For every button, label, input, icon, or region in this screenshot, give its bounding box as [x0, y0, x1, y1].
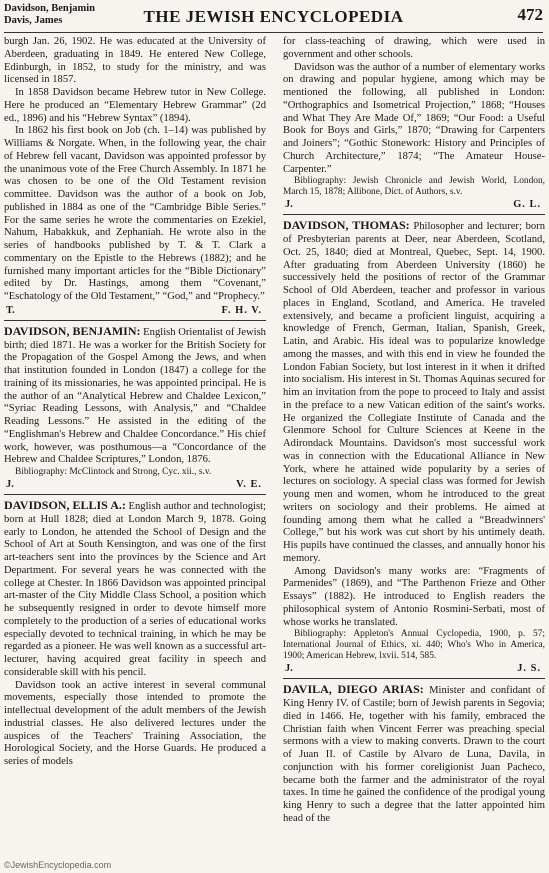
bibliography: Bibliography: McClintock and Strong, Cyc. xii., s.v. — [15, 467, 212, 477]
page-header — [4, 2, 543, 33]
entry-headword: DAVIDSON, THOMAS: — [283, 218, 410, 233]
author-signature — [4, 478, 266, 491]
entry-diego-davila — [283, 683, 545, 825]
body-paragraph: In 1862 his first book on Job (ch. 1–14) was published by Williams & Norgate. When, in the following year, the chair of Hebrew fell vacant, Davidson was appointed professor by the unanimous vote of the Free Church Assembly. In 1871 he was chosen to be one of the Old Testament revision committee. Davidson was the author of a book on Job, published in 1884 as one of the “Cambridge Bible Series.” For the same series he wrote the commentaries on Ezekiel, Nahum, Habakkuk, and Zephaniah. He wrote also in the series of handbooks published by T. & T. Clark a commentary on the Epistle to the Hebrews (1882); and he furnished many important articles for the “Bible Dictionary” edited by Dr. Hastings, among them “Covenant,” “Eschatology of the Old Testament,” “God,” and “Prophecy.” — [4, 125, 266, 302]
right-column — [283, 36, 545, 826]
author-signature — [283, 662, 545, 675]
entry-headword: DAVIDSON, BENJAMIN: — [4, 323, 141, 338]
signature-author: G. L. — [513, 199, 541, 211]
entry-headword: DAVIDSON, ELLIS A.: — [4, 498, 126, 512]
entry-thomas-davidson — [283, 219, 545, 565]
entry-ellis-davidson — [4, 499, 266, 680]
bibliography: Bibliography: Appleton's Annual Cyclopedia, 1900, p. 57; International Journal of Ethics, xi. 440; Who's Who in America, 1900; American Hebrew, lxvii. 514, 585. — [283, 629, 545, 662]
body-paragraph: Davidson was the author of a number of elementary works on drawing and popular hygiene, among which may be mentioned the following, all published in London: “Orthographics and Isometrical Projection,” 1868; “Houses and What They Are Made Of,” 1869; “Our Food: a Useful Book for Boys and Girls,” 1870; “Drawing for Carpenters and Joiners”; “Gothic Stonework: History and Principles of Church Architecture,” 1874; “The Amateur House-Carpenter.” — [283, 61, 545, 175]
signature-author: J. S. — [517, 663, 541, 675]
entry-text: English author and technologist; born at Hull 1828; died at London March 9, 1878. Going early to London, he attended the School of Design and the School of Art at South Kensington, and was one of the first art-teachers sent into the provinces by the Science and Art Department. For several years he was connected with the college at Chester. In 1866 Davidson was appointed principal art-master of the City Middle Class School, a position which he subsequently resigned in order to devote himself more completely to the production of a series of educational works especially devoted to technical training, in which he may be regarded as a pioneer. He was well known as a successful art-lecturer, having acquired great facility in speech and considerable skill with his pencil. — [4, 501, 266, 678]
signature-initial: J. — [285, 663, 293, 675]
entry-divider — [283, 678, 545, 679]
running-head-first-entry: Davidson, Benjamin — [4, 3, 96, 14]
signature-initial: J. — [285, 199, 293, 211]
signature-author: V. E. — [236, 479, 262, 490]
entry-headword: DAVILA, DIEGO ARIAS: — [283, 682, 424, 697]
page-number: 472 — [517, 5, 543, 24]
running-head-last-entry: Davis, James — [4, 15, 63, 26]
entry-text: Minister and confidant of King Henry IV. of Castile; born of Jewish parents in Segovia; died in 1466. He, together with his family, embraced the Christian faith when Vincent Ferrer was preaching special sermons with a view to making converts. Drawn to the court of Juan II. of Castile by Alvaro de Luna, Davila, in conjunction with his former coreligionist Juan Pacheco, became both the farmer and the administrator of the royal taxes. In time he gained the confidence of the prodigal young king Henry to such a degree that the latter appointed him head of the — [283, 685, 545, 824]
author-signature — [4, 304, 266, 317]
continued-paragraph: burgh Jan. 26, 1902. He was educated at the University of Aberdeen, graduating in 1849. He entered New College, Edinburgh, in 1852, to study for the ministry, and was licensed in 1857. — [4, 36, 266, 86]
bibliography: Bibliography: Jewish Chronicle and Jewish World, London, March 15, 1878; Allibone, Dict. of Authors, s.v. — [283, 176, 545, 198]
publication-title: THE JEWISH ENCYCLOPEDIA — [143, 7, 404, 26]
entry-divider — [283, 214, 545, 215]
entry-divider — [4, 320, 266, 321]
signature-initial: J. — [6, 479, 14, 490]
author-signature — [283, 198, 545, 211]
continued-paragraph: for class-teaching of drawing, which were used in government and other schools. — [283, 36, 545, 60]
body-paragraph: Among Davidson's many works are: “Fragments of Parmenides” (1869), and “The Parthenon Frieze and Other Essays” (1882). He introduced to English readers the philosophical system of Antonio Rosmini-Serbati, most of whose works he translated. — [283, 565, 545, 628]
copyright-footer: ©JewishEncyclopedia.com — [4, 860, 112, 870]
body-paragraph: In 1858 Davidson became Hebrew tutor in New College. Here he produced an “Elementary Hebrew Grammar” (2d ed., 1896) and his “Hebrew Syntax” (1894). — [4, 87, 266, 124]
left-column — [4, 36, 266, 769]
entry-benjamin-davidson — [4, 325, 266, 467]
entry-text: Philosopher and lecturer; born of Presbyterian parents at Deer, near Aberdeen, Scotland, Oct. 25, 1840; died at Montreal, Quebec, Sept. 14, 1900. After graduating from Aberdeen University (1860) he successively held the positions of rector of the Grammar School of Old Aberdeen, teacher and professor in various places in England, Scotland, and America. He traveled extensively, and became a proficient linguist, acquiring a knowledge of French, German, Italian, Spanish, Greek, Latin, and Arabic. His ideal was to popularize knowledge among the masses, and with this end in view he founded the London Fabian Society, but lost interest in it when it drifted into socialism. His interest in St. Thomas Aquinas secured for him an invitation from the pope to proceed to Italy and assist in the preface to a new Vatican edition of the saint's works. He organized the Collegiate Institute of Canada and the Glenmore School for Culture Sciences at Keene in the Adirondack Mountains. Davidson's most successful work was in connection with the Educational Alliance in New York, where he attained wide popularity by a series of lectures on sociology. A special class was formed for Jewish young men and women, whom he introduced to the great writers on sociology and their problems. He aimed at founding among them what he called a “Breadwinners' College,” but his work was cut short by his untimely death. His pupils have continued the classes, and annually honor his memory. — [283, 221, 545, 564]
signature-author: F. H. V. — [221, 304, 262, 316]
body-paragraph: Davidson took an active interest in several communal movements, especially those intended to promote the intellectual development of the adult members of the Jewish industrial classes. He also delivered lectures under the auspices of the Teachers' Training Association, the Horological Society, and the Horse Guards. He produced a series of models — [4, 679, 266, 767]
entry-divider — [4, 494, 266, 495]
signature-initial: T. — [6, 304, 15, 316]
entry-text: English Orientalist of Jewish birth; died 1871. He was a worker for the British Society for the Propagation of the Gospel Among the Jews, and when that institution founded in London (1847) a college for the training of its missionaries, he was appointed principal. He is the author of an “Analytical Hebrew and Chaldee Lexicon,” “Syriac Reading Lessons, with Analysis,” and “Chaldee Reading Lessons.” He assisted in the editing of the “Englishman's Hebrew and Chaldee Concordance.” His chief work, however, was posthumous—a “Concordance of the Hebrew and Chaldee Scriptures,” London, 1876. — [4, 326, 266, 466]
